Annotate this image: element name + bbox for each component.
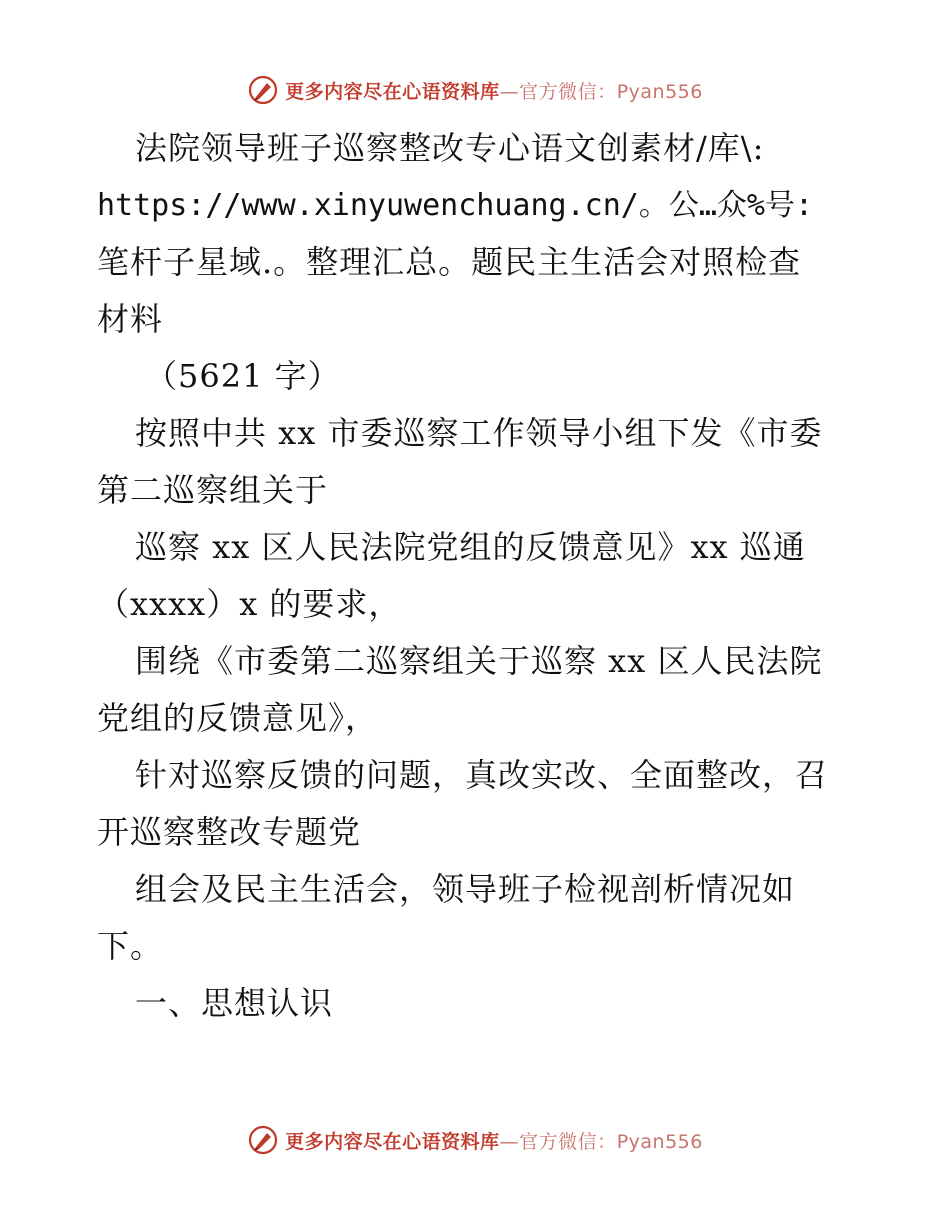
document-body <box>97 120 857 1032</box>
paragraph-line: 法院领导班子巡察整改专心语文创素材/库\: <box>135 129 765 167</box>
header-banner <box>0 70 950 110</box>
paragraph-line: https://www.xinyuwenchuang.cn/。公…众%号: <box>97 188 814 223</box>
paragraph-line: 笔杆子星域.。整理汇总。题民主生活会对照检查 <box>97 243 802 281</box>
paragraph-line: 按照中共 xx 市委巡察工作领导小组下发《市委 <box>135 414 823 452</box>
paragraph-line: 巡察 xx 区人民法院党组的反馈意见》xx 巡通 <box>135 528 806 566</box>
paragraph-line: （xxxx）x 的要求， <box>97 585 402 623</box>
paragraph-line: （5621 字） <box>145 357 341 395</box>
banner-wechat-label: 官方微信： <box>519 1130 617 1153</box>
banner-wechat-id: Pyan556 <box>616 80 703 103</box>
paragraph-line: 围绕《市委第二巡察组关于巡察 xx 区人民法院 <box>135 642 823 680</box>
paragraph-line: 第二巡察组关于 <box>97 471 329 509</box>
paragraph-line: 材料 <box>97 300 164 338</box>
banner-wechat-id: Pyan556 <box>616 1130 703 1153</box>
paragraph-line: 下。 <box>97 927 164 965</box>
pen-nib-logo-icon <box>247 1124 279 1156</box>
section-heading: 一、思想认识 <box>135 984 334 1022</box>
pen-nib-logo-icon <box>247 74 279 106</box>
paragraph-line: 党组的反馈意见》， <box>97 699 379 737</box>
banner-brand: 更多内容尽在心语资料库 <box>285 80 500 103</box>
banner-brand: 更多内容尽在心语资料库 <box>285 1130 500 1153</box>
footer-banner <box>0 1120 950 1160</box>
banner-separator: — <box>499 1130 520 1153</box>
banner-wechat-label: 官方微信： <box>519 80 617 103</box>
banner-text <box>285 77 703 104</box>
paragraph-line: 针对巡察反馈的问题，真改实改、全面整改，召 <box>135 756 829 794</box>
banner-text <box>285 1127 703 1154</box>
paragraph-line: 组会及民主生活会，领导班子检视剖析情况如 <box>135 870 796 908</box>
banner-separator: — <box>499 80 520 103</box>
paragraph-line: 开巡察整改专题党 <box>97 813 362 851</box>
